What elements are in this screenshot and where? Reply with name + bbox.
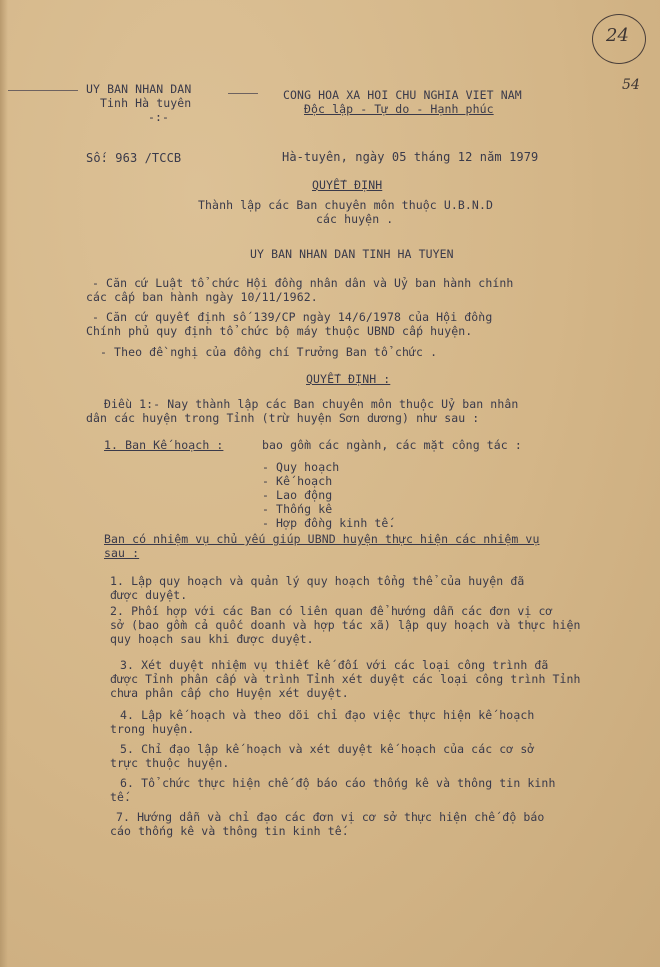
task-4-line2: trong huyện.: [110, 722, 195, 736]
task-2-line1: 2. Phối hợp với các Ban có liên quan để hướng dẫn các đơn vị cơ: [110, 604, 553, 618]
basis-2-line1: - Căn cứ quyết định số 139/CP ngày 14/6/1978 của Hội đồng: [92, 310, 493, 324]
task-3-line1: 3. Xét duyệt nhiệm vụ thiết kế đối với các loại công trình đã: [120, 658, 549, 672]
task-4-line1: 4. Lập kế hoạch và theo dõi chỉ đạo việc thực hiện kế hoạch: [120, 708, 535, 722]
task-2-line2: sở (bao gồm cả quốc doanh và hợp tác xã) lập quy hoạch và thực hiện: [110, 618, 581, 632]
national-title: CONG HOA XA HOI CHU NGHIA VIET NAM: [283, 88, 522, 102]
article1-line2: dân các huyện trong Tỉnh (trừ huyện Sơn dương) như sau :: [86, 411, 480, 425]
task-5-line2: trực thuộc huyện.: [110, 756, 230, 770]
section1-duty-line2: sau :: [104, 546, 140, 560]
issuer-header-line2: Tinh Hà tuyên: [100, 96, 192, 110]
place-date: Hà-tuyên, ngày 05 tháng 12 năm 1979: [282, 150, 539, 164]
national-motto: Độc lập - Tự do - Hạnh phúc: [304, 102, 494, 116]
document-number: Số: 963 /TCCB: [86, 151, 182, 165]
task-3-line3: chưa phân cấp cho Huyện xét duyệt.: [110, 686, 349, 700]
issuer-header-line1: UY BAN NHAN DAN: [86, 82, 192, 96]
sector-item: - Thống kê: [262, 502, 333, 516]
sector-item: - Hợp đồng kinh tế.: [262, 516, 396, 530]
page-number: 54: [622, 77, 641, 93]
section1-intro: bao gồm các ngành, các mặt công tác :: [262, 438, 522, 452]
task-2-line3: quy hoạch sau khi được duyệt.: [110, 632, 314, 646]
paper-edge-shadow: [0, 0, 8, 967]
task-3-line2: được Tỉnh phân cấp và trình Tỉnh xét duyệt các loại công trình Tỉnh: [110, 672, 581, 686]
basis-1-line2: các cấp ban hành ngày 10/11/1962.: [86, 290, 318, 304]
task-5-line1: 5. Chỉ đạo lập kế hoạch và xét duyệt kế hoạch của các cơ sở: [120, 742, 535, 756]
article1-line1: Điều 1:- Nay thành lập các Ban chuyên môn thuộc Uỷ ban nhân: [104, 397, 519, 411]
issuer-name: UY BAN NHAN DAN TINH HA TUYEN: [250, 247, 454, 261]
document-type: QUYẾT ĐỊNH: [312, 178, 383, 192]
section1-title: 1. Ban Kế hoạch :: [104, 438, 224, 452]
section1-duty-line1: Ban có nhiệm vụ chủ yếu giúp UBND huyện thực hiện các nhiệm vụ: [104, 532, 540, 546]
sector-item: - Kế hoạch: [262, 474, 333, 488]
task-7-line2: cáo thống kê và thông tin kinh tế.: [110, 824, 349, 838]
task-1-line1: 1. Lập quy hoạch và quản lý quy hoạch tổng thể của huyện đã: [110, 574, 525, 588]
header-dash-left: [8, 90, 78, 91]
sector-item: - Quy hoạch: [262, 460, 340, 474]
basis-2-line2: Chính phủ quy định tổ chức bộ máy thuộc UBND cấp huyện.: [86, 324, 473, 338]
sector-item: - Lao động: [262, 488, 333, 502]
task-1-line2: được duyệt.: [110, 588, 188, 602]
issuer-header-line3: -:-: [148, 110, 170, 124]
subject-line2: các huyện .: [316, 212, 394, 226]
task-6-line2: tế.: [110, 790, 132, 804]
subject-line1: Thành lập các Ban chuyên môn thuộc U.B.N.D: [198, 198, 493, 212]
basis-3-line1: - Theo đề nghị của đồng chí Trưởng Ban tổ chức .: [100, 345, 438, 359]
basis-1-line1: - Căn cứ Luật tổ chức Hội đồng nhân dân và Uỷ ban hành chính: [92, 276, 514, 290]
decide-heading: QUYẾT ĐỊNH :: [306, 372, 391, 386]
task-6-line1: 6. Tổ chức thực hiện chế độ báo cáo thống kê và thông tin kinh: [120, 776, 556, 790]
circled-number: 24: [606, 25, 630, 46]
task-7-line1: 7. Hướng dẫn và chỉ đạo các đơn vị cơ sở thực hiện chế độ báo: [116, 810, 545, 824]
header-dash-right: [228, 93, 258, 94]
